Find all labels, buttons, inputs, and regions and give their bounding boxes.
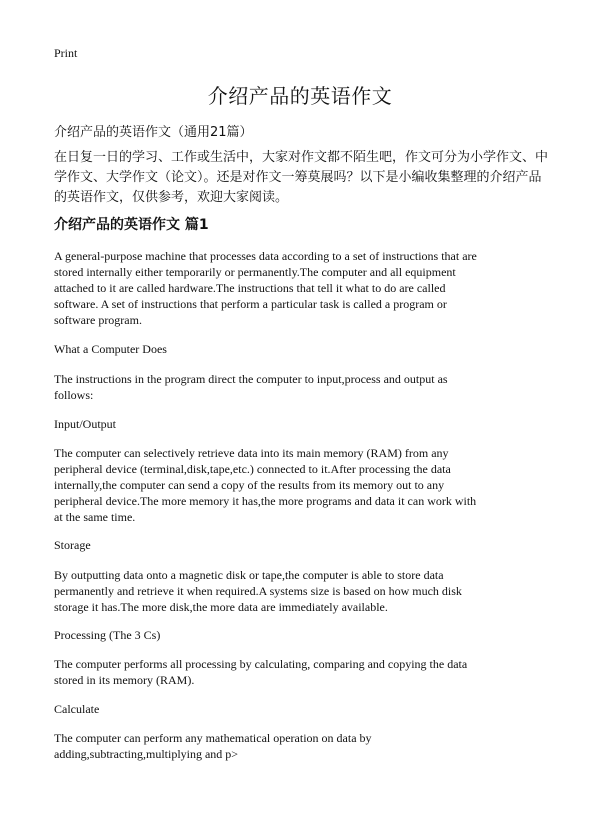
paragraph-instructions: The instructions in the program direct the computer to input,process and output as follows: (54, 372, 448, 402)
page-title: 介绍产品的英语作文 (207, 84, 393, 108)
print-label: Print (54, 46, 78, 60)
paragraph-calculate: The computer can perform any mathematical operation on data by adding,subtracting,multiplying and p> (54, 731, 372, 761)
document-subtitle: 介绍产品的英语作文（通用21篇） (54, 125, 253, 140)
subheading-input-output: Input/Output (54, 417, 116, 431)
subheading-calculate: Calculate (54, 702, 100, 716)
paragraph-processing: The computer performs all processing by calculating, comparing and copying the data stored in its memory (RAM). (54, 657, 468, 687)
paragraph-storage: By outputting data onto a magnetic disk or tape,the computer is able to store data permanently and retrieve it when required.A systems size is based on how much disk storage it has.The more disk,the more data are immediately available. (54, 568, 462, 614)
subheading-storage: Storage (54, 538, 91, 552)
subheading-what-computer-does: What a Computer Does (54, 342, 167, 356)
section-heading: 介绍产品的英语作文 篇1 (54, 217, 209, 233)
paragraph-input-output: The computer can selectively retrieve data into its main memory (RAM) from any peripheral device (terminal,disk,tape,etc.) connected to it.After processing the data internally,the computer can send a copy of the results from its memory out to any peripheral device.The more memory it has,the more programs and data it can work with at the same time. (54, 446, 477, 524)
paragraph-definition: A general-purpose machine that processes data according to a set of instructions that are stored internally either temporarily or permanently.The computer and all equipment attached to it are called hardware.The instructions that tell it what to do are called software. A set of instructions that perform a particular task is called a program or software program. (54, 249, 477, 327)
intro-paragraph: 在日复一日的学习、工作或生活中，大家对作文都不陌生吧，作文可分为小学作文、中学作文、大学作文（论文）。还是对作文一筹莫展吗？以下是小编收集整理的介绍产品的英语作文，仅供参考，欢迎大家阅读。 (54, 150, 549, 205)
subheading-processing: Processing (The 3 Cs) (54, 628, 161, 642)
